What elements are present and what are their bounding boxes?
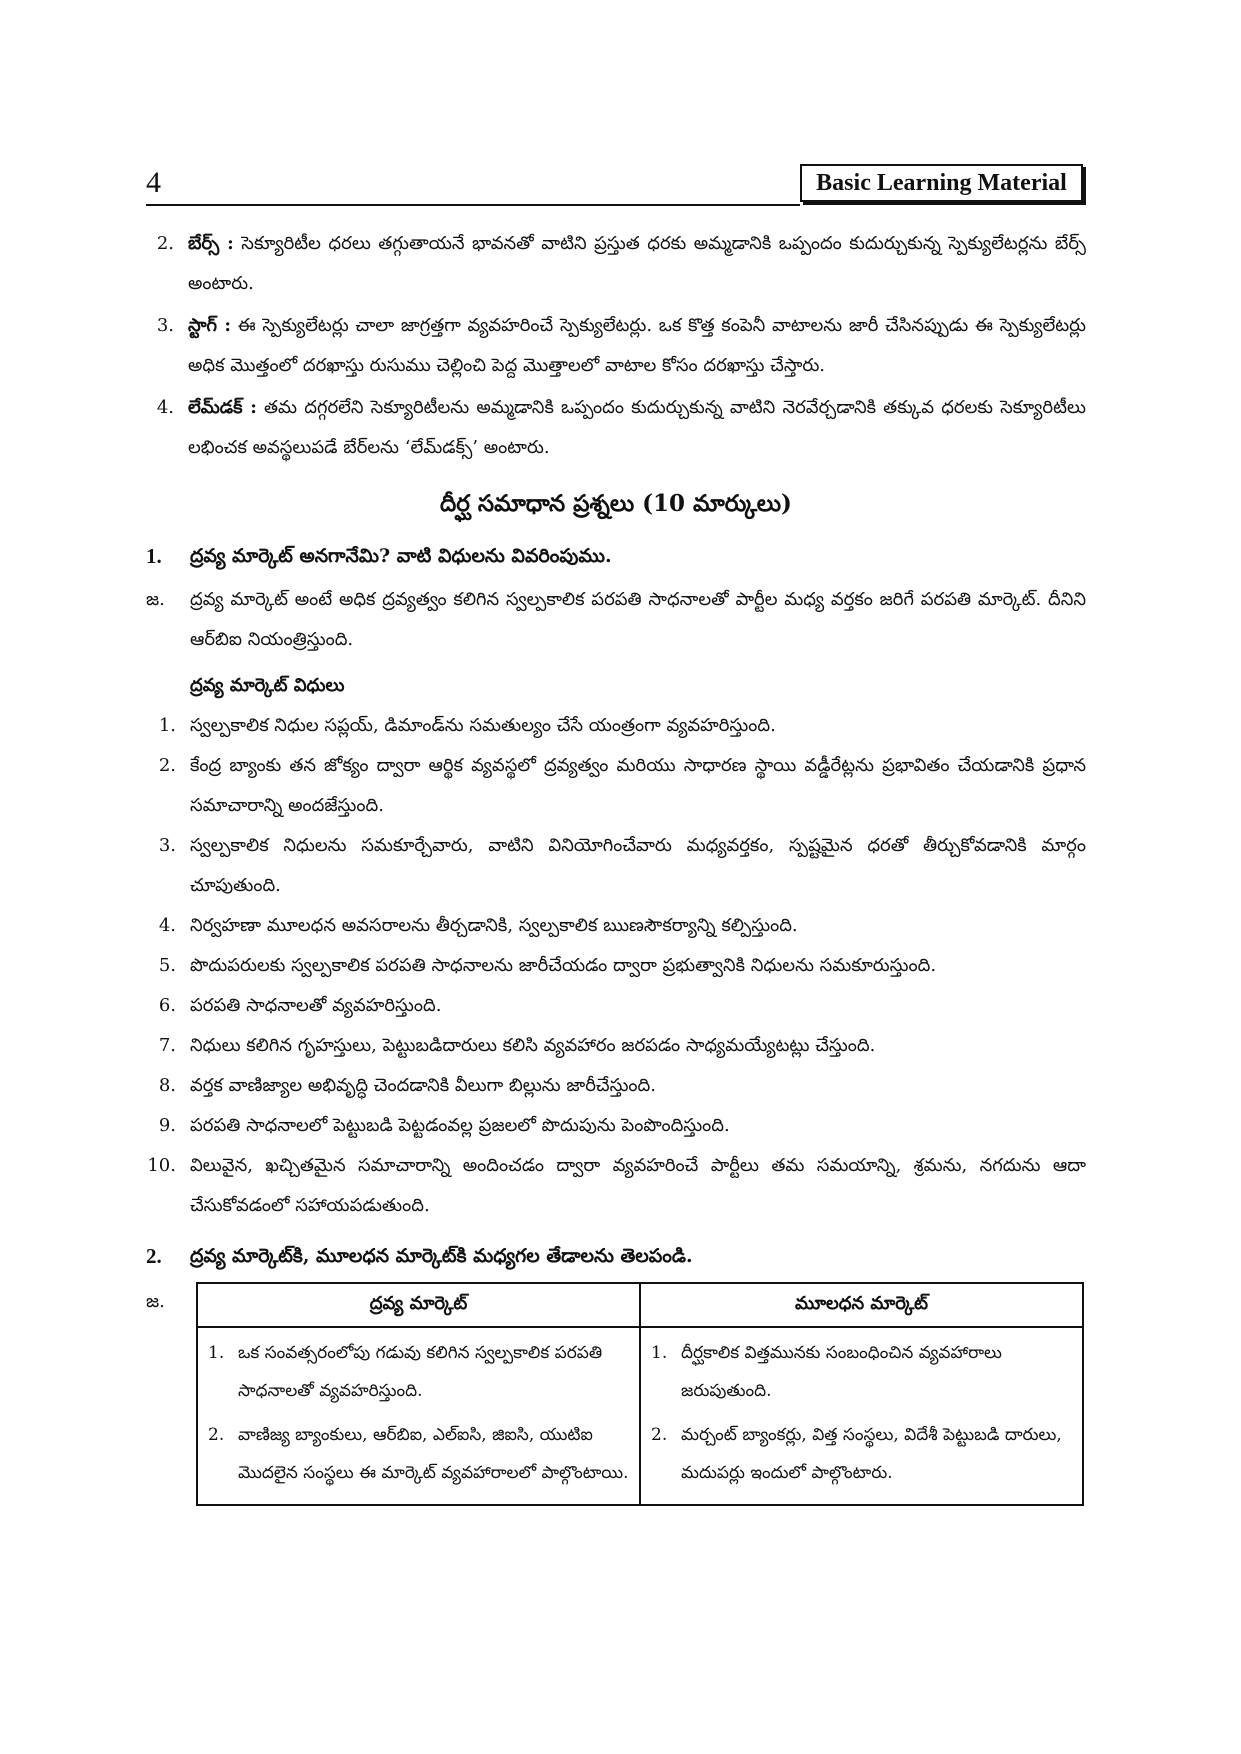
list-item — [146, 826, 1086, 906]
answer-label: జ. — [146, 589, 165, 610]
list-item — [146, 1026, 1086, 1066]
item-number: 1. — [158, 715, 176, 736]
list-item — [146, 1106, 1086, 1146]
question-text: ద్రవ్య మార్కెట్‌కి, మూలధన మార్కెట్‌కి మధ్యగల తేడాలను తెలపండి. — [190, 1245, 693, 1267]
item-term: బేర్స్ : — [188, 233, 234, 254]
capital-market-cell — [640, 1327, 1083, 1505]
functions-list — [146, 706, 1086, 1226]
item-number: 8. — [158, 1075, 176, 1096]
item-number: 6. — [158, 995, 176, 1016]
list-item — [208, 1416, 629, 1492]
item-text — [188, 306, 1086, 386]
column-header-capital-market: మూలధన మార్కెట్ — [640, 1283, 1083, 1327]
item-number: 10. — [147, 1155, 176, 1176]
money-market-cell — [197, 1327, 640, 1505]
item-number: 4. — [156, 397, 174, 418]
table-row — [197, 1327, 1083, 1505]
item-text: నిధులు కలిగిన గృహస్తులు, పెట్టుబడిదారులు కలిసి వ్యవహారం జరపడం సాధ్యమయ్యేటట్లు చేస్తుంది. — [190, 1035, 876, 1056]
item-number: 2. — [651, 1425, 668, 1445]
answer-text: ద్రవ్య మార్కెట్ అంటే అధిక ద్రవ్యత్వం కలిగిన స్వల్పకాలిక పరపతి సాధనాలతో పార్టీల మధ్య వర్తకం జరిగే పరపతి మార్కెట్. దీనిని ఆర్‌బిఐ నియంత్రిస్తుంది. — [190, 589, 1086, 650]
answer-1 — [146, 580, 1086, 660]
question-2 — [146, 1236, 1086, 1276]
item-number: 3. — [156, 315, 174, 336]
list-item — [146, 388, 1086, 468]
page-number: 4 — [146, 166, 161, 199]
item-number: 1. — [651, 1343, 668, 1363]
question-number: 1. — [146, 544, 162, 568]
list-item — [146, 986, 1086, 1026]
item-text: వాణిజ్య బ్యాంకులు, ఆర్‌బిఐ, ఎల్‌ఐసి, జిఐసి, యుటిఐ మొదలైన సంస్థలు ఈ మార్కెట్ వ్యవహారాలలో పాల్గొంటాయి. — [238, 1425, 629, 1483]
item-text: నిర్వహణా మూలధన అవసరాలను తీర్చడానికి, స్వల్పకాలిక ఋణసౌకర్యాన్ని కల్పిస్తుంది. — [190, 915, 798, 936]
item-number: 2. — [158, 755, 176, 776]
item-text — [188, 224, 1086, 304]
item-body: సెక్యూరిటీల ధరలు తగ్గుతాయనే భావనతో వాటిని ప్రస్తుత ధరకు అమ్మడానికి ఒప్పందం కుదుర్చుకున్న స్పెక్యులేటర్లను బేర్స్ అంటారు. — [188, 233, 1086, 294]
list-item — [146, 906, 1086, 946]
list-item — [146, 306, 1086, 386]
speculator-list — [146, 224, 1086, 468]
header-rule — [146, 204, 800, 206]
item-number: 2. — [208, 1425, 225, 1445]
comparison-table — [196, 1282, 1084, 1506]
item-text: వర్తక వాణిజ్యాల అభివృద్ధి చెందడానికి వీలుగా బిల్లును జారీచేస్తుంది. — [190, 1075, 656, 1096]
question-text: ద్రవ్య మార్కెట్ అనగానేమి? వాటి విధులను వివరింపుము. — [190, 545, 612, 567]
item-number: 1. — [208, 1343, 225, 1363]
item-text: స్వల్పకాలిక నిధులను సమకూర్చేవారు, వాటిని వినియోగించేవారు మధ్యవర్తకం, స్పష్టమైన ధరతో తీర్చుకోవడానికి మార్గం చూపుతుంది. — [190, 835, 1086, 896]
item-text: పరపతి సాధనాలలో పెట్టుబడి పెట్టడంవల్ల ప్రజలలో పొదుపును పెంపొందిస్తుంది. — [190, 1115, 730, 1136]
item-text: మర్చంట్ బ్యాంకర్లు, విత్త సంస్థలు, విదేశీ పెట్టుబడి దారులు, మదుపర్లు ఇందులో పాల్గొంటారు. — [681, 1425, 1062, 1483]
book-title-box — [800, 164, 1083, 202]
list-item — [146, 1066, 1086, 1106]
item-number: 3. — [158, 835, 176, 856]
item-number: 9. — [158, 1115, 176, 1136]
item-text: ఒక సంవత్సరంలోపు గడువు కలిగిన స్వల్పకాలిక పరపతి సాధనాలతో వ్యవహరిస్తుంది. — [238, 1343, 603, 1401]
answer-label: జ. — [146, 1291, 165, 1312]
functions-subheading: ద్రవ్య మార్కెట్ విధులు — [190, 675, 345, 696]
table-header-row — [197, 1283, 1083, 1327]
question-1 — [146, 536, 1086, 576]
item-text: పొదుపరులకు స్వల్పకాలిక పరపతి సాధనాలను జారీచేయడం ద్వారా ప్రభుత్వానికి నిధులను సమకూరుస్తుంది. — [190, 955, 937, 976]
list-item — [208, 1334, 629, 1410]
list-item — [651, 1416, 1072, 1492]
item-number: 2. — [156, 233, 174, 254]
list-item — [146, 746, 1086, 826]
item-text: స్వల్పకాలిక నిధుల సప్లయ్, డిమాండ్‌ను సమతుల్యం చేసే యంత్రంగా వ్యవహరిస్తుంది. — [190, 715, 776, 736]
item-term: స్టాగ్ : — [188, 315, 231, 336]
list-item — [146, 1146, 1086, 1226]
page-content — [146, 224, 1086, 1506]
item-text: దీర్ఘకాలిక విత్తమునకు సంబంధించిన వ్యవహారాలు జరుపుతుంది. — [681, 1343, 1002, 1401]
item-text — [188, 388, 1086, 468]
item-number: 5. — [158, 955, 176, 976]
item-number: 4. — [158, 915, 176, 936]
item-number: 7. — [158, 1035, 176, 1056]
item-text: విలువైన, ఖచ్చితమైన సమాచారాన్ని అందించడం ద్వారా వ్యవహరించే పార్టీలు తమ సమయాన్ని, శ్రమను, నగదును ఆదా చేసుకోవడంలో సహాయపడుతుంది. — [190, 1155, 1086, 1216]
list-item — [146, 224, 1086, 304]
question-number: 2. — [146, 1244, 162, 1268]
item-text: పరపతి సాధనాలతో వ్యవహరిస్తుంది. — [190, 995, 442, 1016]
item-body: ఈ స్పెక్యులేటర్లు చాలా జాగ్రత్తగా వ్యవహరించే స్పెక్యులేటర్లు. ఒక కొత్త కంపెనీ వాటాలను జారీ చేసినప్పుడు ఈ స్పెక్యులేటర్లు అధిక మొత్తంలో దరఖాస్తు రుసుము చెల్లించి పెద్ద మొత్తాలలో వాటాల కోసం దరఖాస్తు చేస్తారు. — [188, 315, 1087, 376]
column-header-money-market: ద్రవ్య మార్కెట్ — [197, 1283, 640, 1327]
list-item — [146, 946, 1086, 986]
item-body: తమ దగ్గరలేని సెక్యూరిటీలను అమ్మడానికి ఒప్పందం కుదుర్చుకున్న వాటిని నెరవేర్చడానికి తక్కువ ధరలకు సెక్యూరిటీలు లభించక అవస్థలుపడే బేర్‌లను ‘లేమ్‌డక్స్’ అంటారు. — [188, 397, 1086, 458]
item-text: కేంద్ర బ్యాంకు తన జోక్యం ద్వారా ఆర్థిక వ్యవస్థలో ద్రవ్యత్వం మరియు సాధారణ స్థాయి వడ్డీరేట్లను ప్రభావితం చేయడానికి ప్రధాన సమాచారాన్ని అందజేస్తుంది. — [190, 755, 1086, 816]
book-title: Basic Learning Material — [816, 169, 1067, 196]
list-item — [651, 1334, 1072, 1410]
answer-2 — [146, 1282, 1086, 1506]
item-term: లేమ్‌డక్ : — [188, 397, 257, 418]
list-item — [146, 706, 1086, 746]
section-heading: దీర్ఘ సమాధాన ప్రశ్నలు (10 మార్కులు) — [440, 490, 792, 517]
